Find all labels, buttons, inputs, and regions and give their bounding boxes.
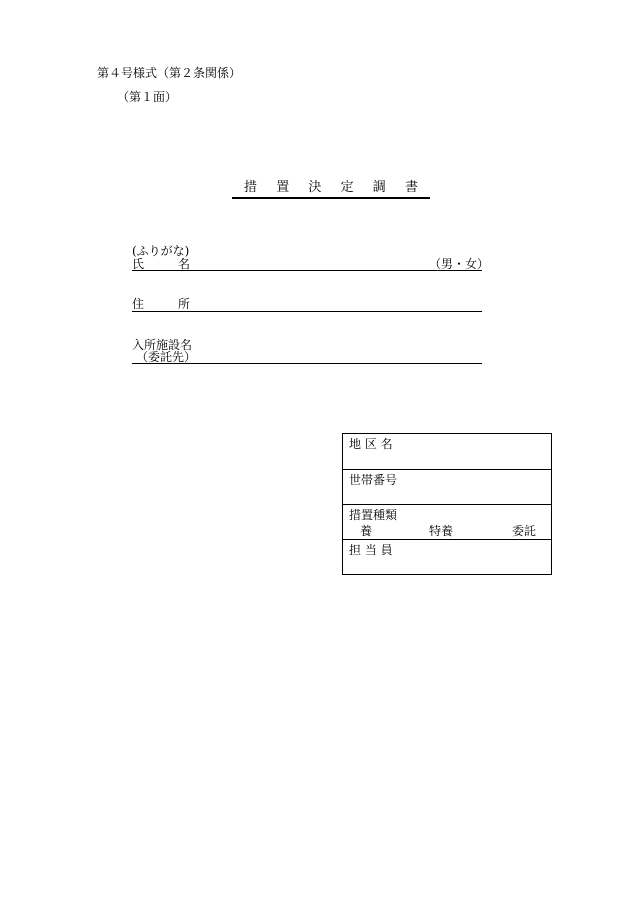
title-char: 置	[276, 180, 290, 195]
measure-option: 養	[360, 524, 373, 538]
name-field-line	[132, 270, 482, 271]
measure-option: 委託	[512, 524, 537, 538]
staff-label: 担 当 員	[349, 543, 393, 557]
staff-row	[343, 539, 551, 574]
address-label	[132, 298, 190, 310]
facility-field-line	[132, 363, 482, 364]
title-char: 措	[244, 180, 258, 195]
measure-type-label: 措置種類	[349, 508, 398, 522]
measure-type-row	[343, 504, 551, 539]
name-label-char: 名	[177, 257, 190, 271]
facility-label: 入所施設名	[132, 338, 193, 352]
address-field-line	[132, 311, 482, 312]
household-number-label: 世帯番号	[349, 473, 398, 487]
page-indicator: （第１面）	[117, 90, 178, 104]
furigana-label: (ふりがな)	[132, 244, 190, 258]
household-row	[343, 469, 551, 504]
title-char: 決	[308, 180, 322, 195]
title-char: 調	[372, 180, 386, 195]
name-label	[132, 258, 190, 270]
info-table	[342, 433, 552, 575]
gender-label: （男・女）	[429, 257, 490, 271]
form-number: 第４号様式（第２条関係）	[97, 66, 242, 80]
title-char: 書	[404, 180, 418, 195]
address-label-char: 所	[177, 297, 190, 311]
district-row	[343, 434, 551, 469]
measure-option: 特養	[429, 524, 454, 538]
entrusted-label: （委託先）	[136, 350, 197, 364]
document-title	[232, 181, 430, 199]
title-char: 定	[340, 180, 354, 195]
name-label-char: 氏	[132, 257, 145, 271]
district-label: 地 区 名	[349, 437, 393, 451]
address-label-char: 住	[132, 297, 145, 311]
